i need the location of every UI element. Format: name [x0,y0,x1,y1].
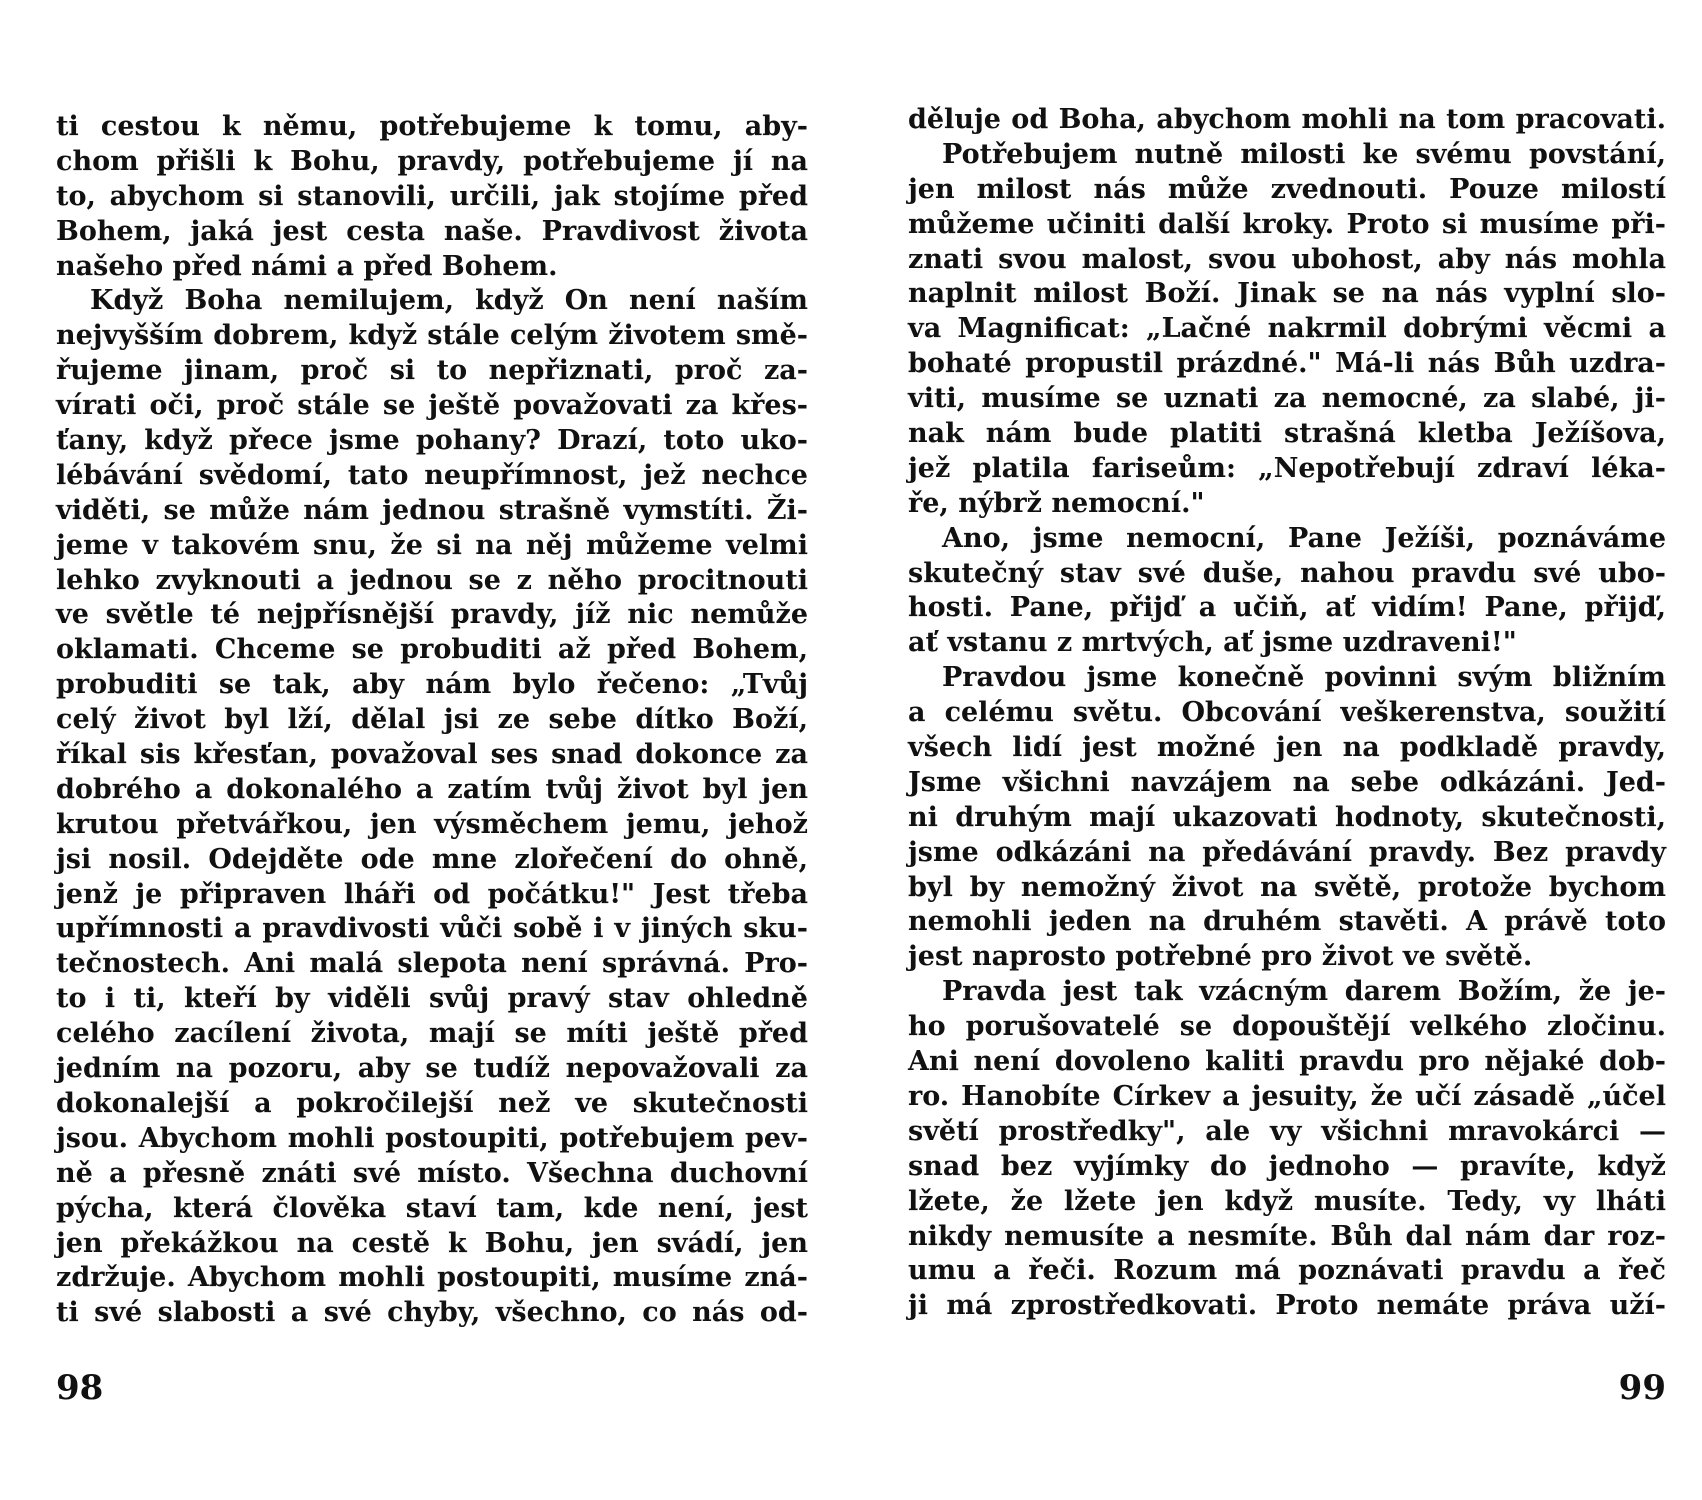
text-line: světí prostředky", ale vy všichni mravokárci — [908,1115,1666,1147]
text-line: probuditi se tak, aby nám bylo řečeno: „Tvůj [56,669,808,701]
text-line: snad bez vyjímky do jednoho — pravíte, když [908,1150,1666,1182]
text-line: upřímnosti a pravdivosti vůči sobě i v jiných sku- [56,913,808,945]
text-line: Jsme všichni navzájem na sebe odkázáni. Jed- [908,766,1666,798]
text-line: ji má zprostředkovati. Proto nemáte práva uží- [908,1290,1666,1322]
text-line: zdržuje. Abychom mohli postoupiti, musíme zná- [56,1262,808,1294]
text-line: Bohem, jaká jest cesta naše. Pravdivost života [56,215,808,247]
text-line: jsme odkázáni na předávání pravdy. Bez pravdy [908,836,1666,868]
text-line: ve světle té nejpřísnější pravdy, jíž nic nemůže [56,599,808,631]
left-page-text [56,110,808,1331]
text-line: Ani není dovoleno kaliti pravdu pro nějaké dob- [908,1046,1666,1078]
text-line: umu a řeči. Rozum má poznávati pravdu a řeč [908,1255,1666,1287]
text-line: naplnit milost Boží. Jinak se na nás vyplní slo- [908,278,1666,310]
text-line: lehko zvyknouti a jednou se z něho procitnouti [56,564,808,596]
text-line: ro. Hanobíte Církev a jesuity, že učí zásadě „účel [908,1080,1666,1112]
text-line: jenž je připraven lháři od počátku!" Jest třeba [56,878,808,910]
text-line: nak nám bude platiti strašná kletba Ježíšova, [908,418,1666,450]
text-line: jen milost nás může zvednouti. Pouze milostí [908,173,1666,205]
page-number: 99 [1618,1368,1666,1408]
text-line: celý život byl lží, dělal jsi ze sebe dítko Boží, [56,704,808,736]
text-line: Pravda jest tak vzácným darem Božím, že je- [942,976,1666,1008]
text-line: ti své slabosti a své chyby, všechno, co nás od- [56,1297,808,1329]
text-line: jsi nosil. Odejděte ode mne zlořečení do ohně, [56,843,808,875]
text-line: ti cestou k němu, potřebujeme k tomu, aby- [56,111,808,142]
text-line: řujeme jinam, proč si to nepřiznati, proč za- [56,355,808,387]
text-line: byl by nemožný život na světě, protože bychom [908,871,1666,903]
text-line: jeme v takovém snu, že si na něj můžeme velmi [56,529,808,561]
text-line: jsou. Abychom mohli postoupiti, potřebujem pev- [56,1122,808,1154]
text-line: jedním na pozoru, aby se tudíž nepovažovali za [56,1053,808,1085]
text-line: viděti, se může nám jednou strašně vymstíti. Ži- [56,494,808,526]
text-line: jen překážkou na cestě k Bohu, jen svádí, jen [56,1227,808,1259]
text-line: ťany, když přece jsme pohany? Drazí, toto uko- [56,425,808,457]
text-line: říkal sis křesťan, považoval ses snad dokonce za [56,739,808,771]
text-line: nikdy nemusíte a nesmíte. Bůh dal nám dar roz- [908,1220,1666,1252]
text-line: ať vstanu z mrtvých, ať jsme uzdraveni!" [908,627,1517,659]
text-line: chom přišli k Bohu, pravdy, potřebujeme jí na [56,145,808,177]
text-line: ni druhým mají ukazovati hodnoty, skutečnosti, [908,801,1666,833]
right-page-text [908,103,1666,1324]
text-line: vírati oči, proč stále se ještě považovati za křes- [56,390,808,422]
text-line: Když Boha nemilujem, když On není naším [90,285,808,317]
text-line: všech lidí jest možné jen na podkladě pravdy, [908,732,1666,764]
text-line: dokonalejší a pokročilejší než ve skutečnosti [56,1087,808,1119]
text-line: lžete, že lžete jen když musíte. Tedy, vy lháti [908,1185,1666,1217]
text-line: nejvyšším dobrem, když stále celým životem smě- [56,320,808,352]
text-line: pýcha, která člověka staví tam, kde není, jest [56,1192,808,1224]
text-line: můžeme učiniti další kroky. Proto si musíme při- [908,208,1666,240]
page-number: 98 [56,1368,104,1408]
text-line: Pravdou jsme konečně povinni svým bližním [942,662,1666,694]
text-line: to, abychom si stanovili, určili, jak stojíme před [56,180,808,212]
text-line: celého zacílení života, mají se míti ještě před [56,1018,808,1050]
text-line: a celému světu. Obcování veškerenstva, soužití [908,697,1666,729]
text-line: skutečný stav své duše, nahou pravdu své ubo- [908,557,1666,589]
text-line: Ano, jsme nemocní, Pane Ježíši, poznáváme [942,522,1666,554]
text-line: bohaté propustil prázdné." Má-li nás Bůh uzdra- [908,348,1666,380]
text-line: oklamati. Chceme se probuditi až před Bohem, [56,634,808,666]
text-line: viti, musíme se uznati za nemocné, za slabé, ji- [908,383,1666,415]
text-line: jest naprosto potřebné pro život ve světě. [908,941,1533,973]
text-line: krutou přetvářkou, jen výsměchem jemu, jehož [56,808,808,840]
right-page [851,0,1702,1500]
text-line: hosti. Pane, přijď a učiň, ať vidím! Pane, přijď, [908,592,1666,624]
text-line: ně a přesně znáti své místo. Všechna duchovní [56,1157,808,1189]
text-line: našeho před námi a před Bohem. [56,250,558,282]
text-line: tečnostech. Ani malá slepota není správná. Pro- [56,948,808,980]
text-line: ře, nýbrž nemocní." [908,487,1205,519]
text-line: ho porušovatelé se dopouštějí velkého zločinu. [908,1011,1666,1043]
text-line: lébávání svědomí, tato neupřímnost, jež nechce [56,459,808,491]
text-line: nemohli jeden na druhém stavěti. A právě toto [908,906,1666,938]
text-line: to i ti, kteří by viděli svůj pravý stav ohledně [56,983,808,1015]
text-line: jež platila fariseům: „Nepotřebují zdraví léka- [908,452,1666,484]
text-line: va Magnificat: „Lačné nakrmil dobrými věcmi a [908,313,1666,345]
text-line: dobrého a dokonalého a zatím tvůj život byl jen [56,773,808,805]
text-line: Potřebujem nutně milosti ke svému povstání, [942,138,1666,170]
text-line: děluje od Boha, abychom mohli na tom pracovati. [908,104,1666,135]
text-line: znati svou malost, svou ubohost, aby nás mohla [908,243,1666,275]
